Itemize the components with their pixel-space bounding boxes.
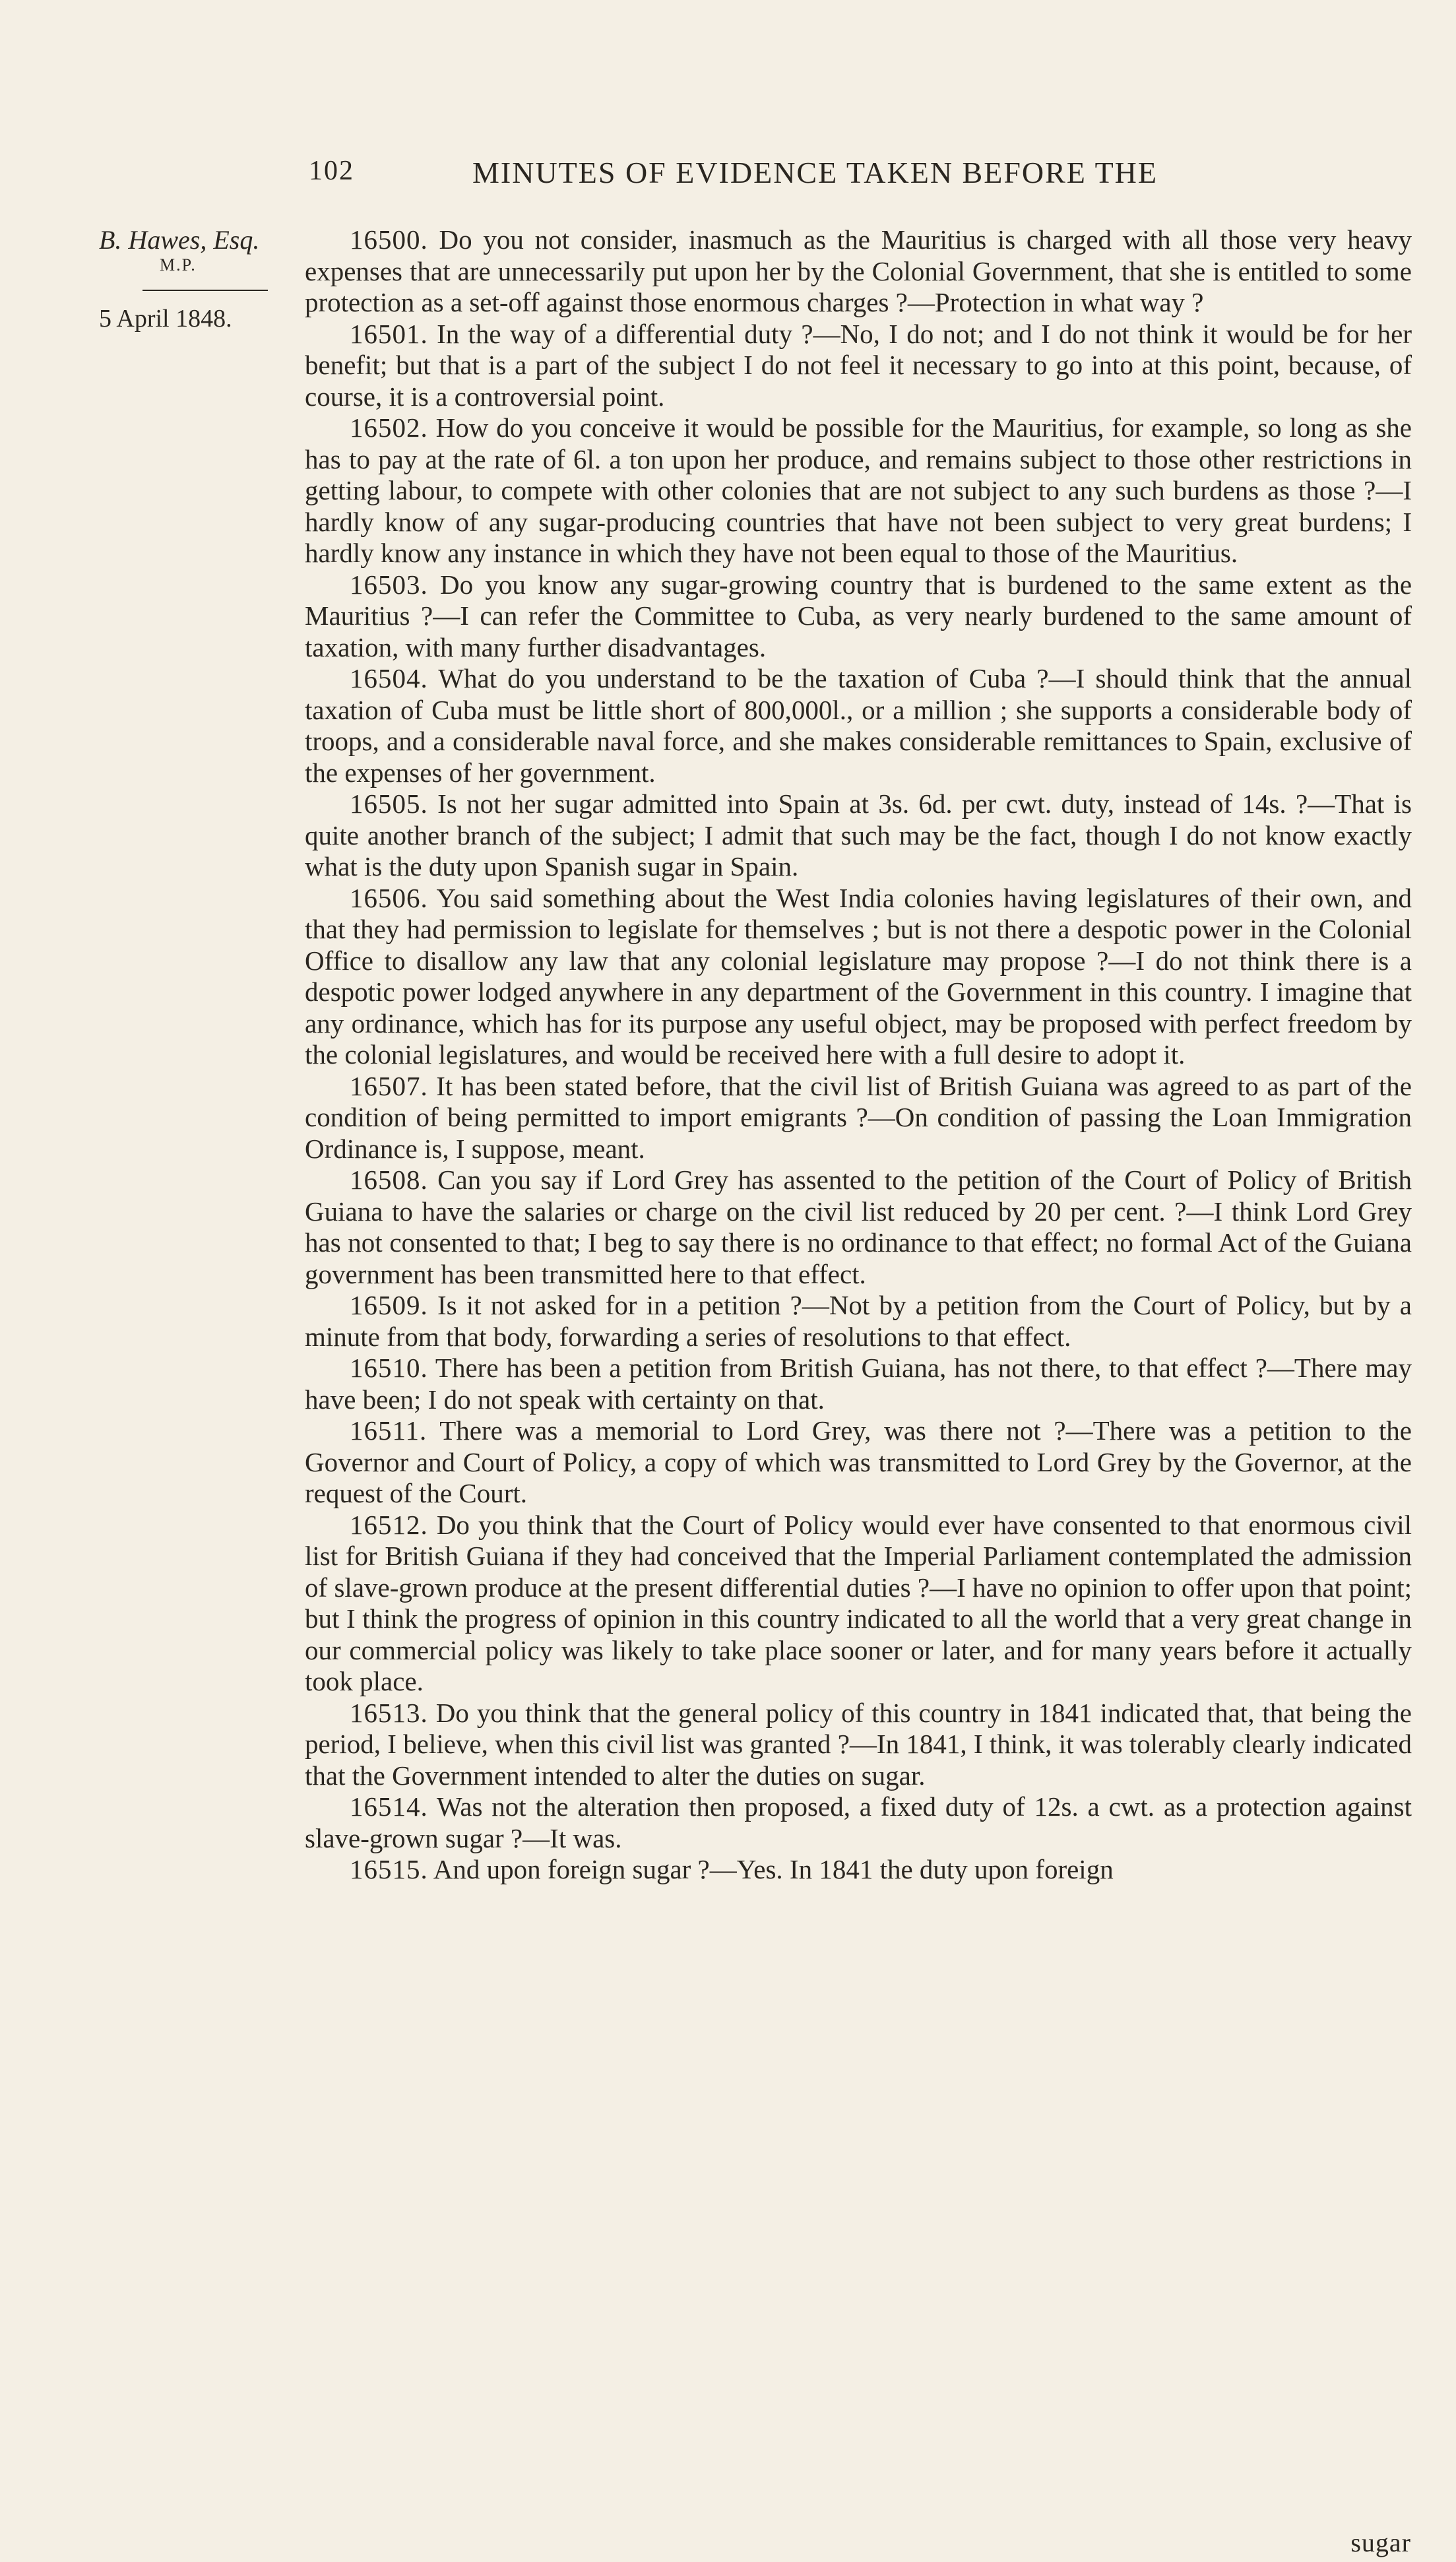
- question-answer-text: Do you know any sugar-growing country that is burdened to the same extent as the Mauritius ?—I can refer the Committee to Cuba, as very nearly burdened to the same amount of taxation, with many further disadvantages.: [305, 569, 1412, 662]
- question-number: 16515.: [350, 1854, 428, 1884]
- question-number: 16512.: [350, 1509, 428, 1540]
- evidence-paragraph: [305, 1698, 1412, 1792]
- question-answer-text: Is it not asked for in a petition ?—Not by a petition from the Court of Policy, but by a minute from that body, forwarding a series of resolutions to that effect.: [305, 1290, 1412, 1352]
- question-number: 16507.: [350, 1070, 428, 1101]
- evidence-paragraph: [305, 319, 1412, 413]
- witness-name: B. Hawes, Esq.: [99, 225, 260, 255]
- question-answer-text: Do you not consider, inasmuch as the Mauritius is charged with all those very heavy expenses that are unnecessarily put upon her by the Colonial Government, that she is entitled to some protection as a set-off against those enormous charges ?—Protection in what way ?: [305, 224, 1412, 317]
- running-title: MINUTES OF EVIDENCE TAKEN BEFORE THE: [472, 156, 1158, 189]
- question-number: 16502.: [350, 412, 428, 443]
- question-answer-text: There has been a petition from British Guiana, has not there, to that effect ?—There may have been; I do not speak with certainty on that.: [305, 1353, 1412, 1415]
- question-number: 16511.: [350, 1415, 427, 1446]
- question-number: 16506.: [350, 882, 428, 913]
- question-answer-text: In the way of a differential duty ?—No, I do not; and I do not think it would be for her benefit; but that is a part of the subject I do not feel it necessary to go into at this point, because, of course, it is a controversial point.: [305, 318, 1412, 412]
- question-number: 16500.: [350, 224, 428, 255]
- question-number: 16505.: [350, 788, 428, 819]
- question-answer-text: Is not her sugar admitted into Spain at 3s. 6d. per cwt. duty, instead of 14s. ?—That is quite another branch of the subject; I admit that such may be the fact, though I do not know exactly what is the duty upon Spanish sugar in Spain.: [305, 788, 1412, 881]
- evidence-body: [305, 224, 1412, 1886]
- question-number: 16513.: [350, 1697, 428, 1728]
- evidence-paragraph: [305, 1415, 1412, 1510]
- evidence-paragraph: [305, 1353, 1412, 1415]
- question-answer-text: How do you conceive it would be possible for the Mauritius, for example, so long as she has to pay at the rate of 6l. a ton upon her produce, and remains subject to those other restrictions in getting labour, to compete with other colonies that are not subject to any such burdens as those ?—I hardly know of any sugar-producing countries that have not been subject to very great burdens; I hardly know any instance in which they have not been equal to those of the Mauritius.: [305, 412, 1412, 568]
- question-number: 16504.: [350, 663, 428, 693]
- evidence-date: 5 April 1848.: [99, 305, 232, 333]
- question-number: 16503.: [350, 569, 428, 600]
- evidence-paragraph: [305, 1071, 1412, 1165]
- evidence-paragraph: [305, 412, 1412, 569]
- question-answer-text: And upon foreign sugar ?—Yes. In 1841 the duty upon foreign: [433, 1854, 1114, 1884]
- evidence-paragraph: [305, 1290, 1412, 1353]
- question-answer-text: There was a memorial to Lord Grey, was there not ?—There was a petition to the Governor and Court of Policy, a copy of which was transmitted to Lord Grey by the Governor, at the request of the Court.: [305, 1415, 1412, 1508]
- question-answer-text: Was not the alteration then proposed, a fixed duty of 12s. a cwt. as a protection against slave-grown sugar ?—It was.: [305, 1791, 1412, 1853]
- evidence-paragraph: [305, 1854, 1412, 1886]
- evidence-paragraph: [305, 569, 1412, 664]
- evidence-paragraph: [305, 1165, 1412, 1290]
- evidence-paragraph: [305, 1791, 1412, 1854]
- catchword: sugar: [1350, 2528, 1411, 2557]
- witness-suffix: M.P.: [160, 255, 197, 274]
- question-number: 16501.: [350, 318, 428, 349]
- margin-note: [99, 224, 297, 335]
- question-number: 16509.: [350, 1290, 428, 1320]
- evidence-paragraph: [305, 1510, 1412, 1698]
- evidence-paragraph: [305, 788, 1412, 883]
- question-answer-text: Do you think that the general policy of this country in 1841 indicated that, that being the period, I believe, when this civil list was granted ?—In 1841, I think, it was tolerably clearly indicated that the Government intended to alter the duties on sugar.: [305, 1697, 1412, 1791]
- question-number: 16514.: [350, 1791, 428, 1822]
- page-number: 102: [309, 156, 354, 186]
- evidence-paragraph: [305, 224, 1412, 319]
- question-answer-text: Do you think that the Court of Policy would ever have consented to that enormous civil list for British Guiana if they had conceived that the Imperial Parliament contemplated the admission of slave-grown produce at the present differential duties ?—I have no opinion to offer upon that point; but I think the progress of opinion in this country indicated to all the world that a very great change in our commercial policy was likely to take place sooner or later, and for many years before it actually took place.: [305, 1509, 1412, 1696]
- page-header: [309, 155, 1417, 201]
- question-answer-text: Can you say if Lord Grey has assented to the petition of the Court of Policy of British Guiana to have the salaries or charge on the civil list reduced by 20 per cent. ?—I think Lord Grey has not consented to that; I beg to say there is no ordinance to that effect; no formal Act of the Guiana government has been transmitted here to that effect.: [305, 1165, 1412, 1289]
- margin-rule: [142, 290, 268, 291]
- question-number: 16510.: [350, 1353, 428, 1383]
- evidence-paragraph: [305, 663, 1412, 788]
- question-number: 16508.: [350, 1165, 428, 1195]
- evidence-paragraph: [305, 883, 1412, 1071]
- question-answer-text: It has been stated before, that the civil list of British Guiana was agreed to as part of the condition of being permitted to import emigrants ?—On condition of passing the Loan Immigration Ordinance is, I suppose, meant.: [305, 1070, 1412, 1164]
- question-answer-text: You said something about the West India colonies having legislatures of their own, and that they had permission to legislate for themselves ; but is not there a despotic power in the Colonial Office to disallow any law that any colonial legislature may propose ?—I do not think there is a despotic power lodged anywhere in any department of the Government in this country. I imagine that any ordinance, which has for its purpose any useful object, may be proposed with perfect freedom by the colonial legislatures, and would be received here with a full desire to adopt it.: [305, 882, 1412, 1070]
- question-answer-text: What do you understand to be the taxation of Cuba ?—I should think that the annual taxation of Cuba must be little short of 800,000l., or a million ; she supports a considerable body of troops, and a considerable naval force, and she makes considerable remittances to Spain, exclusive of the expenses of her government.: [305, 663, 1412, 788]
